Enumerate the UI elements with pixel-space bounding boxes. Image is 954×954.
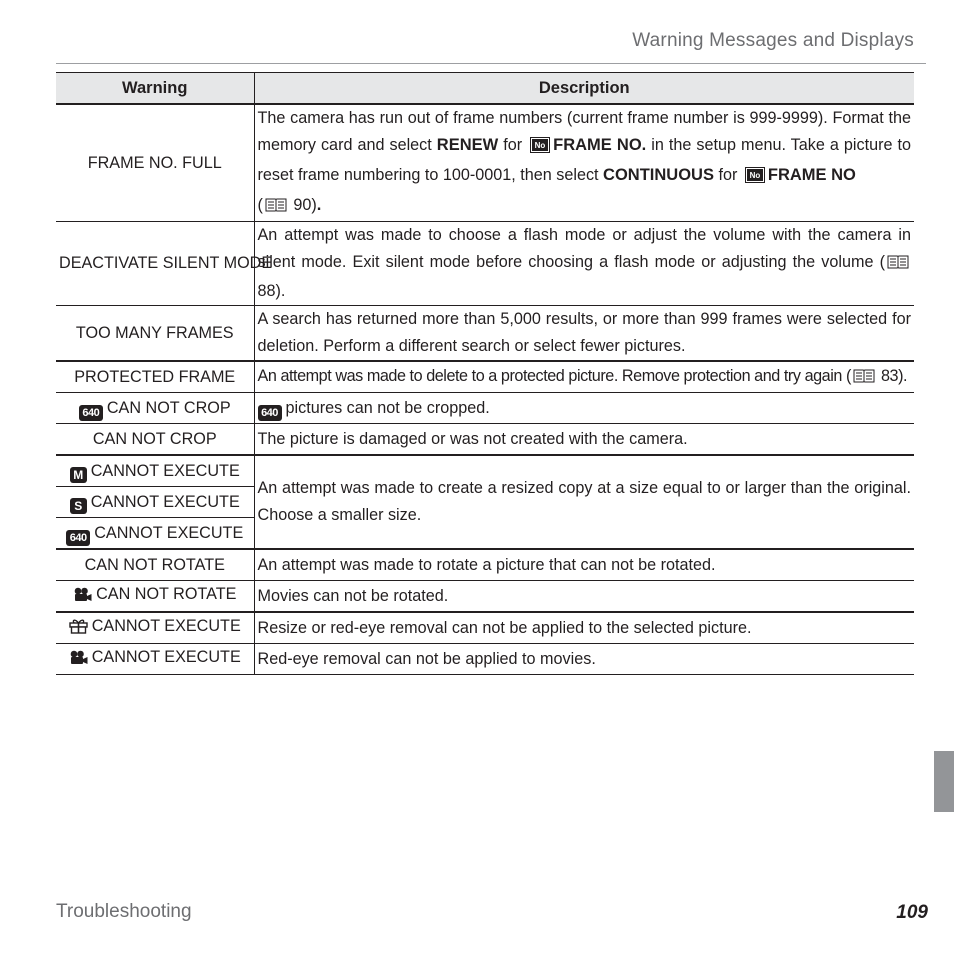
description-text: The camera has run out of frame numbers (current frame number is 999-9999). Format the memory card and select <box>257 109 911 154</box>
book-icon <box>853 365 875 392</box>
column-header-description: Description <box>254 73 914 105</box>
warning-cell <box>56 518 254 550</box>
book-icon <box>265 194 287 221</box>
table-row <box>56 222 914 306</box>
description-text: An attempt was made to choose a flash mode or adjust the volume with the camera in silent mode. Exit silent mode before choosing a flash mode or adjusting the volume ( <box>257 226 911 271</box>
description-cell: An attempt was made to rotate a picture that can not be rotated. <box>254 549 914 581</box>
description-cell <box>254 393 914 424</box>
description-cell <box>254 222 914 306</box>
warning-cell <box>56 393 254 424</box>
menu-item-frame-no: FRAME NO <box>767 166 856 184</box>
warning-cell <box>56 581 254 613</box>
menu-option-renew: RENEW <box>436 136 499 154</box>
footer-section-title: Troubleshooting <box>56 901 192 922</box>
warning-cell <box>56 644 254 675</box>
table-row <box>56 612 914 644</box>
description-cell: An attempt was made to create a resized copy at a size equal to or larger than the original. Choose a smaller size. <box>254 455 914 549</box>
table-row <box>56 549 914 581</box>
warning-cell: CAN NOT ROTATE <box>56 549 254 581</box>
description-cell: A search has returned more than 5,000 results, or more than 999 frames were selected for deletion. Perform a different search or select fewer pictures. <box>254 306 914 362</box>
column-header-warning: Warning <box>56 73 254 105</box>
description-cell: Red-eye removal can not be applied to movies. <box>254 644 914 675</box>
warning-text: CAN NOT CROP <box>106 398 231 417</box>
svg-text:No: No <box>534 141 546 150</box>
warning-cell <box>56 455 254 487</box>
menu-option-continuous: CONTINUOUS <box>603 166 714 184</box>
description-cell: The picture is damaged or was not created with the camera. <box>254 424 914 456</box>
table-row <box>56 644 914 675</box>
table-row <box>56 424 914 456</box>
size-640-icon: 640 <box>79 405 103 421</box>
movie-icon <box>69 647 88 674</box>
size-640-icon: 640 <box>66 530 90 546</box>
page-number: 109 <box>896 902 928 923</box>
chapter-tab <box>934 751 954 812</box>
frame-no-icon <box>530 135 550 162</box>
warning-cell: FRAME NO. FULL <box>56 104 254 222</box>
table-row <box>56 455 914 487</box>
table-row <box>56 393 914 424</box>
size-640-icon: 640 <box>258 405 282 421</box>
warning-cell: TOO MANY FRAMES <box>56 306 254 362</box>
svg-text:No: No <box>749 171 761 180</box>
movie-icon <box>73 584 92 611</box>
page-section-title: Warning Messages and Displays <box>632 30 914 51</box>
book-icon <box>887 251 909 278</box>
description-cell <box>254 361 914 393</box>
warning-cell <box>56 612 254 644</box>
warning-cell: DEACTIVATE SILENT MODE <box>56 222 254 306</box>
warning-text: CANNOT EXECUTE <box>90 492 240 511</box>
table-row <box>56 104 914 222</box>
frame-no-icon <box>745 165 765 192</box>
description-text: in the setup menu. Take a picture to reset frame numbering to 100-0001, then select <box>257 136 911 184</box>
size-s-icon: S <box>70 498 87 514</box>
table-row <box>56 581 914 613</box>
warning-cell: CAN NOT CROP <box>56 424 254 456</box>
warning-text: CANNOT EXECUTE <box>91 617 241 635</box>
description-cell: Movies can not be rotated. <box>254 581 914 613</box>
page-reference: 83). <box>876 366 908 385</box>
description-cell <box>254 104 914 222</box>
description-text: for <box>713 166 742 184</box>
description-text: . <box>316 196 322 214</box>
table-header-row <box>56 73 914 105</box>
description-text: for <box>498 136 528 154</box>
description-text: ( <box>257 196 263 214</box>
size-m-icon: M <box>70 467 87 483</box>
warning-table <box>56 72 914 675</box>
warning-text: CANNOT EXECUTE <box>94 523 244 542</box>
header-rule <box>56 63 926 64</box>
description-text: An attempt was made to delete to a protected picture. Remove protection and try again ( <box>257 366 851 385</box>
page-reference: 88). <box>257 282 286 300</box>
warning-text: CANNOT EXECUTE <box>91 648 241 666</box>
table-row <box>56 306 914 362</box>
description-cell: Resize or red-eye removal can not be applied to the selected picture. <box>254 612 914 644</box>
warning-cell: PROTECTED FRAME <box>56 361 254 393</box>
warning-text: CAN NOT ROTATE <box>96 585 237 603</box>
menu-item-frame-no: FRAME NO. <box>553 136 647 154</box>
warning-cell <box>56 487 254 518</box>
gift-icon <box>69 616 88 643</box>
page-reference: 90) <box>288 196 317 214</box>
table-row <box>56 361 914 393</box>
description-text: pictures can not be cropped. <box>285 398 490 417</box>
warning-text: CANNOT EXECUTE <box>90 461 240 480</box>
